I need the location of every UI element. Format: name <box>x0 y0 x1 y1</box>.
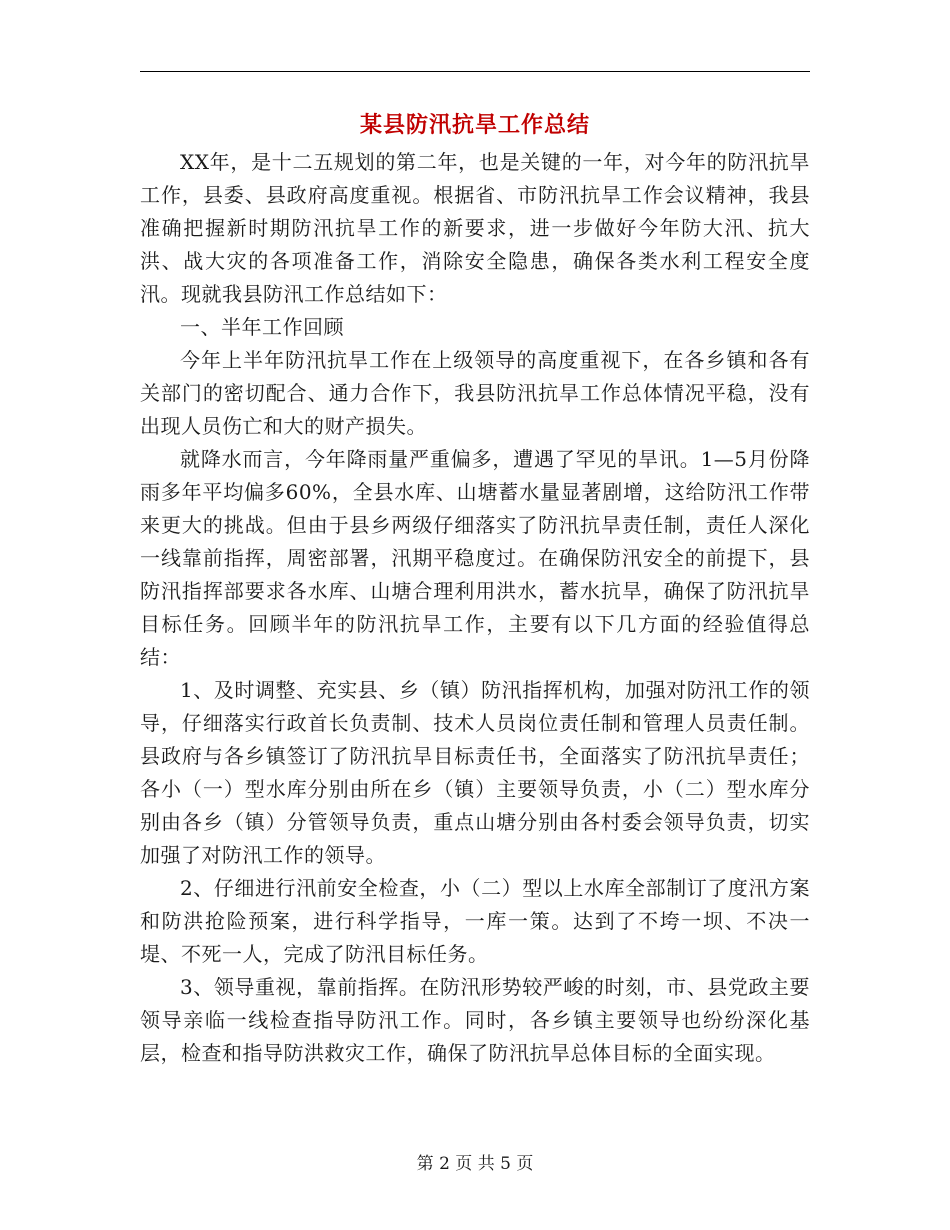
document-body <box>140 108 810 1070</box>
paragraph-rainfall: 就降水而言，今年降雨量严重偏多，遭遇了罕见的旱讯。1—5月份降雨多年平均偏多60%，全县水库、山塘蓄水量显著剧增，这给防汛工作带来更大的挑战。但由于县乡两级仔细落实了防汛抗旱责任制，责任人深化一线靠前指挥，周密部署，汛期平稳度过。在确保防汛安全的前提下，县防汛指挥部要求各水库、山塘合理利用洪水，蓄水抗旱，确保了防汛抗旱目标任务。回顾半年的防汛抗旱工作，主要有以下几方面的经验值得总结： <box>140 447 810 669</box>
paragraph-point-2: 2、仔细进行汛前安全检查，小（二）型以上水库全部制订了度汛方案和防洪抢险预案，进行科学指导，一库一策。达到了不垮一坝、不决一堤、不死一人，完成了防汛目标任务。 <box>140 876 810 966</box>
header-rule <box>140 71 810 72</box>
paragraph-point-1: 1、及时调整、充实县、乡（镇）防汛指挥机构，加强对防汛工作的领导，仔细落实行政首长负责制、技术人员岗位责任制和管理人员责任制。县政府与各乡镇签订了防汛抗旱目标责任书，全面落实了防汛抗旱责任；各小（一）型水库分别由所在乡（镇）主要领导负责，小（二）型水库分别由各乡（镇）分管领导负责，重点山塘分别由各村委会领导负责，切实加强了对防汛工作的领导。 <box>140 678 810 867</box>
paragraph-overview: 今年上半年防汛抗旱工作在上级领导的高度重视下，在各乡镇和各有关部门的密切配合、通力合作下，我县防汛抗旱工作总体情况平稳，没有出现人员伤亡和大的财产损失。 <box>140 348 810 438</box>
paragraph-intro: XX年，是十二五规划的第二年，也是关键的一年，对今年的防汛抗旱工作，县委、县政府高度重视。根据省、市防汛抗旱工作会议精神，我县准确把握新时期防汛抗旱工作的新要求，进一步做好今年防大汛、抗大洪、战大灾的各项准备工作，消除安全隐患，确保各类水利工程安全度汛。现就我县防汛工作总结如下： <box>140 150 810 306</box>
paragraph-point-3: 3、领导重视，靠前指挥。在防汛形势较严峻的时刻，市、县党政主要领导亲临一线检查指导防汛工作。同时，各乡镇主要领导也纷纷深化基层，检查和指导防洪救灾工作，确保了防汛抗旱总体目标的全面实现。 <box>140 975 810 1065</box>
section-heading: 一、半年工作回顾 <box>180 315 344 339</box>
page-number: 第 2 页 共 5 页 <box>416 1154 534 1174</box>
document-title: 某县防汛抗旱工作总结 <box>359 112 590 138</box>
